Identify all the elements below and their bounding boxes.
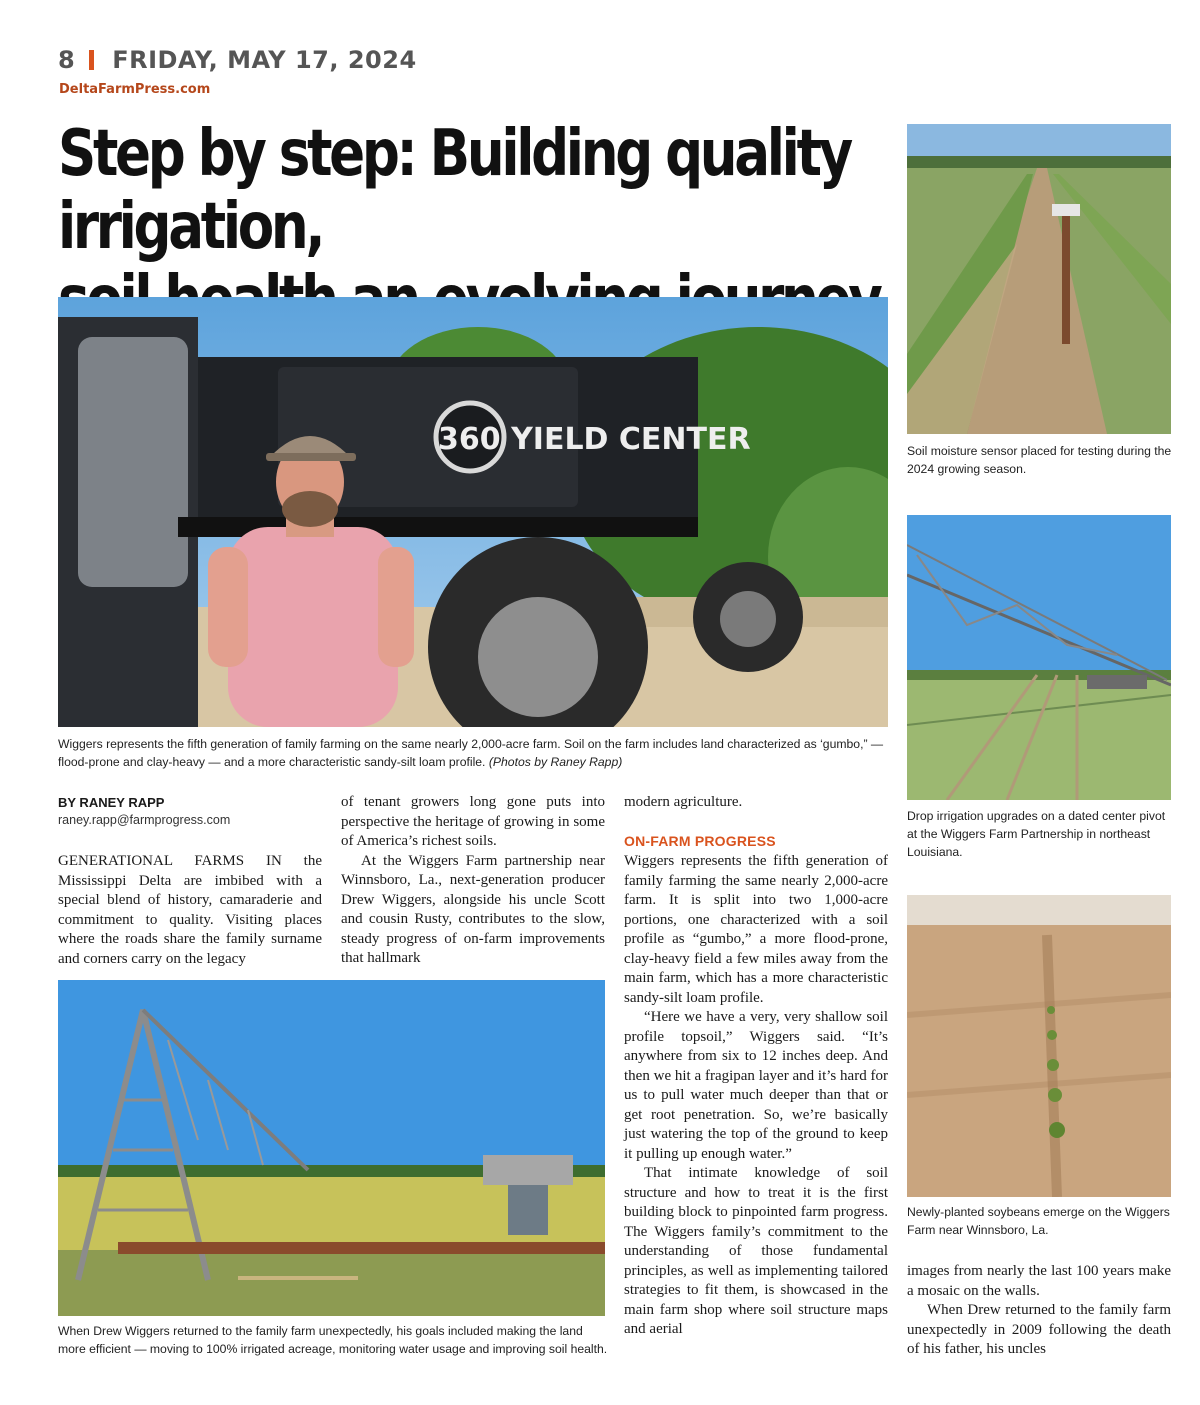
col3-paragraph-1: modern agriculture.: [624, 794, 743, 810]
col3-paragraph-2: Wiggers represents the fifth generation of family farming the same nearly 2,000-acre farm. It is split into two 1,000-acre portions, one characterized with a soil profile as “gumbo,” a more flood-prone, clay-heavy field a few miles away from the main farm, which has a more characteristic sandy-silt loam profile.: [624, 853, 888, 1006]
folio-divider: [89, 50, 94, 70]
col3-paragraph-4: That intimate knowledge of soil structure and how to treat it is the first building block to pinpointed farm progress. The Wiggers family’s commitment to the understanding of those fundamental principles, as well as implementing tailored strategies to fit them, is showcased in the main farm shop where soil structure maps and aerial: [624, 1165, 888, 1337]
soybean-photo: [907, 895, 1171, 1197]
main-photo-caption: [58, 735, 888, 771]
page-number: 8: [58, 46, 76, 74]
article-column-2: [341, 793, 605, 969]
sensor-photo-caption: Soil moisture sensor placed for testing during the 2024 growing season.: [907, 444, 1172, 476]
soybean-photo-caption: Newly-planted soybeans emerge on the Wiggers Farm near Winnsboro, La.: [907, 1205, 1170, 1237]
tractor-sign: 360 YIELD CENTER: [438, 422, 751, 457]
issue-date: FRIDAY, MAY 17, 2024: [112, 46, 417, 74]
article-column-4: [907, 1262, 1171, 1360]
col2-paragraph-2: At the Wiggers Farm partnership near Winnsboro, La., next-generation producer Drew Wiggers, alongside his uncle Scott and cousin Rusty, contributes to the slow, steady progress of on-farm improvements that hallmark: [341, 852, 605, 966]
col4-paragraph-1: images from nearly the last 100 years make a mosaic on the walls.: [907, 1263, 1171, 1299]
col3-paragraph-3: “Here we have a very, very shallow soil profile topsoil,” Wiggers said. “It’s anywhere from six to 12 inches deep. And then we hit a fragipan layer and it’s hard for us to pull water much deeper than that or get root penetration. So, we’re basically just watering the top of the ground to keep it pulling up enough water.”: [624, 1009, 888, 1162]
pivot2-photo-caption: When Drew Wiggers returned to the family farm unexpectedly, his goals included making the land more efficient — moving to 100% irrigated acreage, monitoring water usage and improving soil health.: [58, 1324, 608, 1356]
article-column-3: [624, 793, 888, 1340]
page-folio: [58, 46, 417, 74]
center-pivot-photo: [907, 515, 1171, 800]
author-email[interactable]: raney.rapp@farmprogress.com: [58, 813, 231, 827]
photo-credit: (Photos by Raney Rapp): [488, 755, 623, 769]
site-link[interactable]: DeltaFarmPress.com: [59, 82, 211, 97]
main-caption-text: Wiggers represents the fifth generation of family farming on the same nearly 2,000-acre farm. Soil on the farm includes land characterized as ‘gumbo,” — flood-prone and clay-heavy — and a more characteristic sandy-silt loam profile.: [58, 737, 884, 769]
sensor-photo: [907, 124, 1171, 434]
headline-line-1: Step by step: Building quality irrigation,: [58, 117, 850, 264]
pivot-photo-caption: Drop irrigation upgrades on a dated center pivot at the Wiggers Farm Partnership in northeast Louisiana.: [907, 809, 1166, 859]
section-subhead: ON-FARM PROGRESS: [624, 832, 776, 849]
main-photo: [58, 297, 888, 727]
article-column-1: [58, 852, 322, 969]
col1-paragraph: GENERATIONAL FARMS IN the Mississippi Delta are imbibed with a special blend of history, camaraderie and commitment to quality. Visiting places where the roads share the family surname and corners carry on the legacy: [58, 853, 322, 967]
col2-paragraph-1: of tenant growers long gone puts into perspective the heritage of growing in some of America’s richest soils.: [341, 794, 605, 849]
pivot-photo-bottom: [58, 980, 605, 1316]
col4-paragraph-2: When Drew returned to the family farm unexpectedly in 2009 following the death of his father, his uncles: [907, 1302, 1171, 1357]
author-byline: BY RANEY RAPP: [58, 795, 165, 810]
